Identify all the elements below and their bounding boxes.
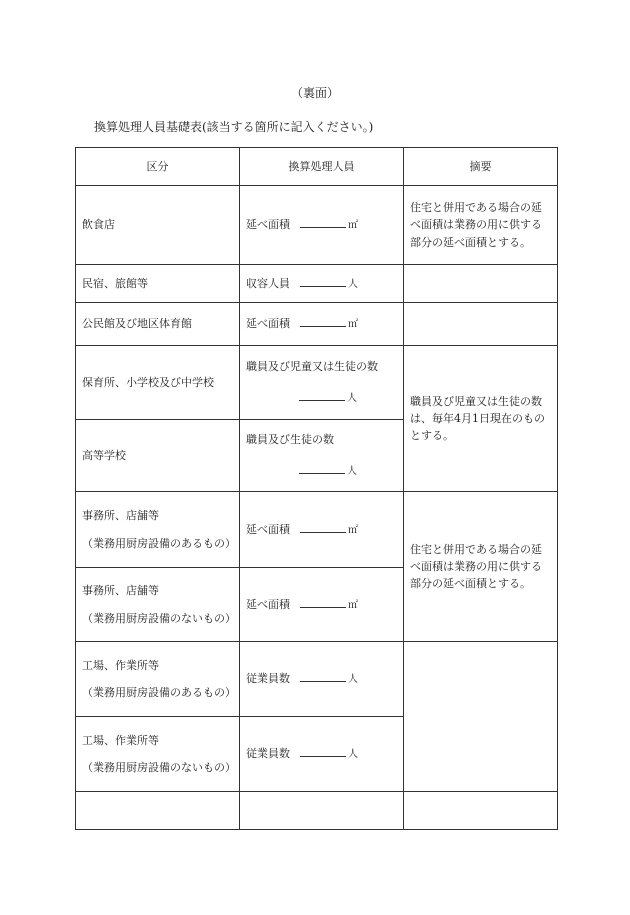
- table-header-row: [76, 148, 558, 186]
- row-label: 職員及び児童又は生徒の数: [246, 360, 378, 374]
- row-entry: [240, 420, 404, 492]
- fill-in-blank[interactable]: [300, 315, 346, 327]
- row-category: 保育所、小学校及び中学校: [76, 346, 240, 420]
- unit-label: ㎡: [348, 220, 358, 232]
- row-label: 従業員数: [246, 747, 290, 761]
- page-heading: （裏面）: [290, 86, 339, 100]
- row-entry: [240, 492, 404, 568]
- unit-label: 人: [347, 466, 357, 478]
- row-note-empty: [404, 303, 558, 346]
- conversion-table: [75, 147, 558, 830]
- table-row: [76, 346, 558, 420]
- row-label: 延べ面積: [246, 218, 290, 232]
- fill-in-blank[interactable]: [300, 596, 346, 608]
- row-entry: [240, 568, 404, 642]
- table-row: [76, 642, 558, 717]
- unit-label: ㎡: [348, 524, 358, 536]
- unit-label: 人: [347, 393, 357, 405]
- row-category-sub: （業務用厨房設備のあるもの）: [82, 686, 236, 699]
- empty-cell[interactable]: [240, 792, 404, 830]
- empty-cell[interactable]: [404, 792, 558, 830]
- empty-cell[interactable]: [76, 792, 240, 830]
- table-row: [76, 303, 558, 346]
- fill-in-blank[interactable]: [300, 216, 346, 228]
- row-category: 工場、作業所等: [82, 733, 159, 747]
- table-row: [76, 186, 558, 265]
- row-label: 延べ面積: [246, 317, 290, 331]
- fill-in-blank[interactable]: [299, 389, 345, 401]
- unit-label: 人: [348, 749, 358, 761]
- unit-label: ㎡: [348, 599, 358, 611]
- row-category-cell: [76, 568, 240, 642]
- row-category: 工場、作業所等: [82, 658, 159, 672]
- row-entry: [240, 346, 404, 420]
- row-category: 民宿、旅館等: [76, 265, 240, 303]
- row-note-empty: [404, 265, 558, 303]
- fill-in-blank[interactable]: [300, 670, 346, 682]
- fill-in-blank[interactable]: [300, 745, 346, 757]
- row-category: 高等学校: [76, 420, 240, 492]
- table-row: [76, 265, 558, 303]
- row-label: 職員及び生徒の数: [246, 433, 334, 447]
- unit-label: 人: [348, 278, 358, 290]
- row-note: 住宅と併用である場合の延べ面積は業務の用に供する部分の延べ面積とする。: [404, 492, 558, 642]
- row-entry: [240, 303, 404, 346]
- row-category-sub: （業務用厨房設備のあるもの）: [82, 536, 236, 550]
- fill-in-blank[interactable]: [300, 521, 346, 533]
- unit-label: ㎡: [348, 319, 358, 331]
- row-category-sub: （業務用厨房設備のないもの）: [82, 611, 236, 625]
- row-entry: [240, 717, 404, 792]
- row-label: 従業員数: [246, 672, 290, 686]
- unit-label: 人: [348, 674, 358, 686]
- row-category-cell: [76, 492, 240, 568]
- col-header-converted: 換算処理人員: [240, 148, 404, 186]
- row-entry: [240, 186, 404, 265]
- row-entry: [240, 642, 404, 717]
- col-header-category: 区分: [76, 148, 240, 186]
- row-category-cell: [76, 717, 240, 792]
- table-row-empty: [76, 792, 558, 830]
- row-entry: [240, 265, 404, 303]
- row-category: 事務所、店舗等: [82, 509, 159, 523]
- row-note: 職員及び児童又は生徒の数は、毎年4月1日現在のものとする。: [404, 346, 558, 492]
- row-label: 収容人員: [246, 276, 290, 290]
- row-category: 事務所、店舗等: [82, 584, 159, 598]
- row-note-empty: [404, 642, 558, 792]
- table-row: [76, 492, 558, 568]
- row-note: 住宅と併用である場合の延べ面積は業務の用に供する部分の延べ面積とする。: [404, 186, 558, 265]
- fill-in-blank[interactable]: [300, 275, 346, 287]
- row-category: 公民館及び地区体育館: [76, 303, 240, 346]
- table-subtitle: 換算処理人員基礎表(該当する箇所に記入ください。): [94, 120, 374, 134]
- row-category-sub: （業務用厨房設備のないもの）: [82, 761, 236, 774]
- row-label: 延べ面積: [246, 597, 290, 611]
- row-category-cell: [76, 642, 240, 717]
- row-category: 飲食店: [76, 186, 240, 265]
- fill-in-blank[interactable]: [299, 462, 345, 474]
- col-header-notes: 摘要: [404, 148, 558, 186]
- row-label: 延べ面積: [246, 522, 290, 536]
